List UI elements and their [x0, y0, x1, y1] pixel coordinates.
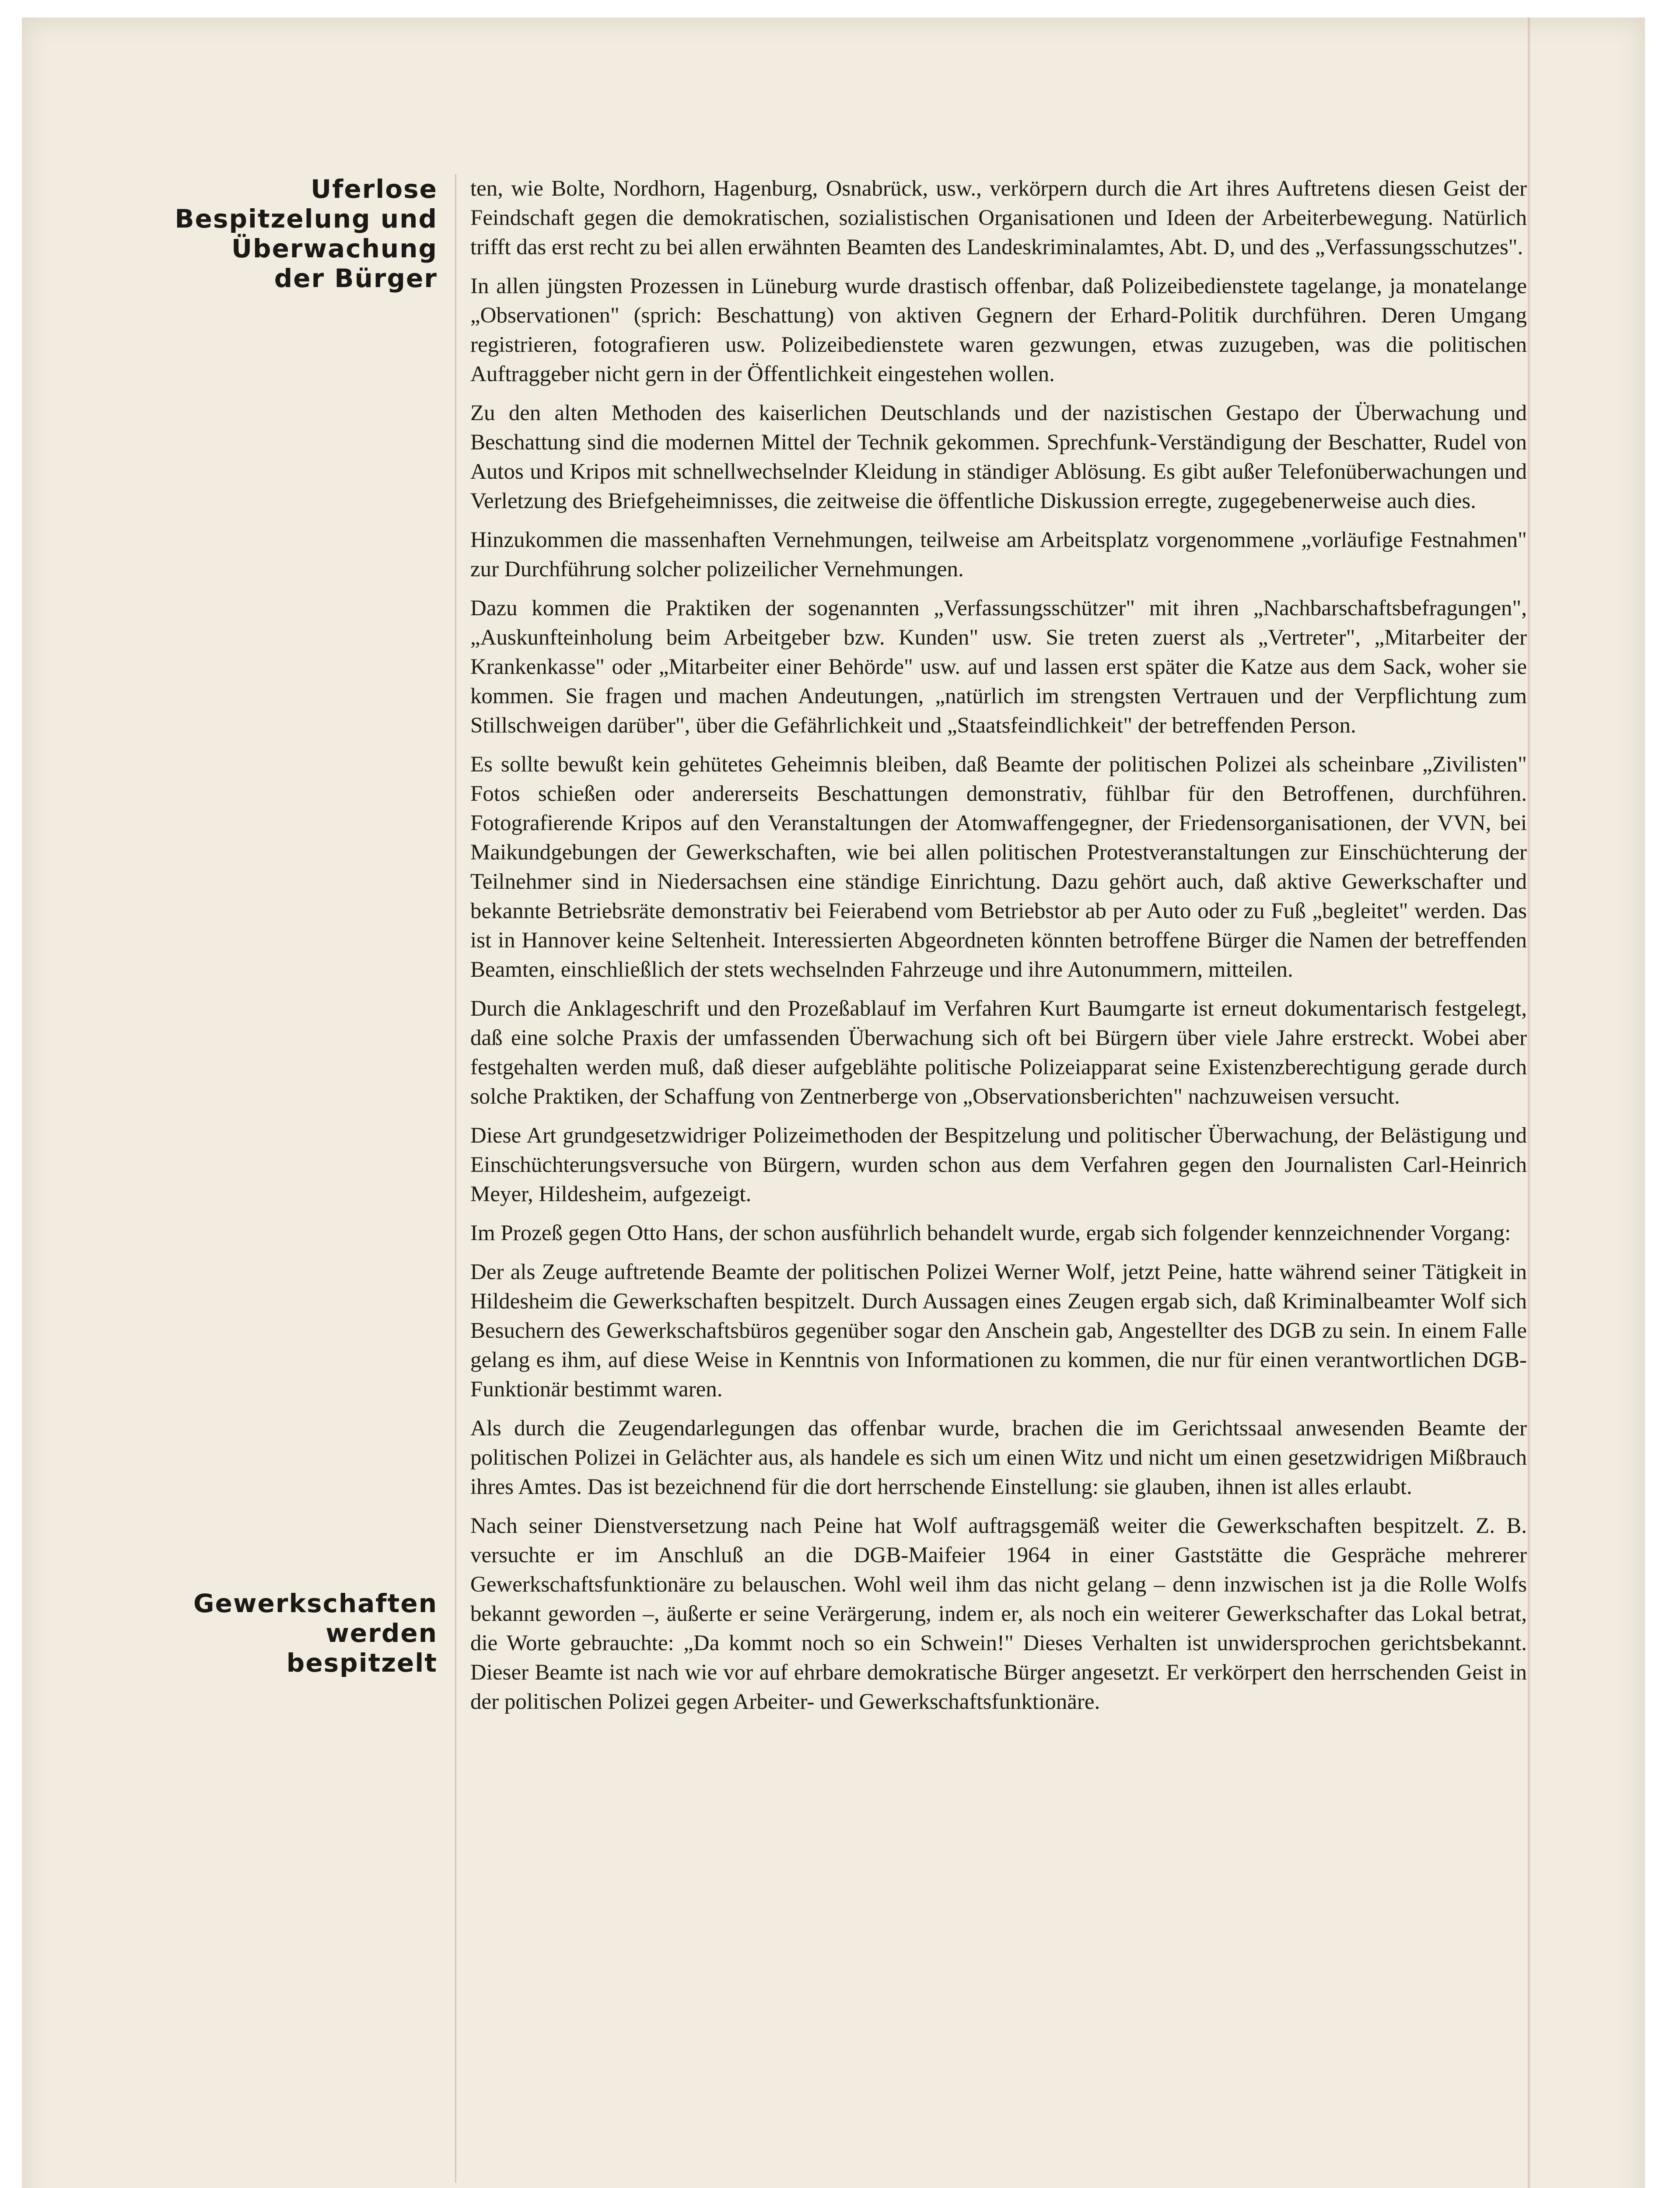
margin-rule: [455, 174, 456, 2183]
margin-heading-line: Bespitzelung und: [175, 204, 438, 234]
body-paragraph: Es sollte bewußt kein gehütetes Geheimnis bleiben, daß Beamte der politischen Polizei als scheinbare „Zivilisten" Fotos schießen oder andererseits Beschattungen demonstrativ, fühlbar für den Betroffenen, durchführen. Fotografierende Kripos auf den Veranstaltungen der Atomwaffengegner, der Friedensorganisationen, der VVN, bei Maikundgebungen der Gewerkschaften, wie bei allen politischen Protestveranstaltungen zur Einschüchterung der Teilnehmer sind in Niedersachsen eine ständige Einrichtung. Dazu gehört auch, daß aktive Gewerkschafter und bekannte Betriebsräte demonstrativ bei Feierabend vom Betriebstor ab per Auto oder zu Fuß „begleitet" werden. Das ist in Hannover keine Seltenheit. Interessierten Abgeordneten könnten betroffene Bürger die Namen der betreffenden Beamten, einschließlich der stets wechselnden Fahrzeuge und ihre Autonummern, mitteilen.: [470, 752, 1527, 982]
body-paragraph: Der als Zeuge auftretende Beamte der politischen Polizei Werner Wolf, jetzt Peine, hatte während seiner Tätigkeit in Hildesheim die Gewerkschaften bespitzelt. Durch Aussagen eines Zeugen ergab sich, daß Kriminalbeamter Wolf sich Besuchern des Gewerkschaftsbüros gegenüber sogar den Anschein gab, Angestellter des DGB zu sein. In einem Falle gelang es ihm, auf diese Weise in Kenntnis von Informationen zu kommen, die nur für einen verantwortlichen DGB-Funktionär bestimmt waren.: [470, 1260, 1527, 1402]
body-paragraph: Nach seiner Dienstversetzung nach Peine hat Wolf auftragsgemäß weiter die Gewerkschaften bespitzelt. Z. B. versuchte er im Anschluß an die DGB-Maifeier 1964 in einer Gaststätte die Gespräche mehrerer Gewerkschaftsfunktionäre zu belauschen. Wohl weil ihm das nicht gelang – denn inzwischen ist ja die Rolle Wolfs bekannt geworden –, äußerte er seine Verärgerung, indem er, als noch ein weiterer Gewerkschafter das Lokal betrat, die Worte gebrauchte: „Da kommt noch so ein Schwein!" Dieses Verhalten ist unwidersprochen gerichtsbekannt. Dieser Beamte ist nach wie vor auf ehrbare demokratische Bürger angesetzt. Er verkörpert den herrschenden Geist in der politischen Polizei gegen Arbeiter- und Gewerkschaftsfunktionäre.: [470, 1514, 1527, 1714]
body-paragraph: In allen jüngsten Prozessen in Lüneburg wurde drastisch offenbar, daß Polizeibedienstete tagelange, ja monatelange „Observationen" (sprich: Beschattung) von aktiven Gegnern der Erhard-Politik durchführen. Deren Umgang registrieren, fotografieren usw. Polizeibedienstete waren gezwungen, etwas zuzugeben, was die politischen Auftraggeber nicht gern in der Öffentlichkeit eingestehen wollen.: [470, 274, 1527, 386]
margin-heading-line: der Bürger: [274, 263, 438, 293]
body-paragraph: Hinzukommen die massenhaften Vernehmungen, teilweise am Arbeitsplatz vorgenommene „vorläufige Festnahmen" zur Durchführung solcher polizeilicher Vernehmungen.: [470, 528, 1527, 582]
margin-heading-line: bespitzelt: [286, 1648, 438, 1678]
margin-heading-unions: [96, 1588, 438, 1678]
body-paragraph: Im Prozeß gegen Otto Hans, der schon ausführlich behandelt wurde, ergab sich folgender kennzeichnender Vorgang:: [470, 1221, 1511, 1245]
body-paragraph: Zu den alten Methoden des kaiserlichen Deutschlands und der nazistischen Gestapo der Überwachung und Beschattung sind die modernen Mittel der Technik gekommen. Sprechfunk-Verständigung der Beschatter, Rudel von Autos und Kripos mit schnellwechselnder Kleidung in ständiger Ablösung. Es gibt außer Telefonüberwachungen und Verletzung des Briefgeheimnisses, die zeitweise die öffentliche Diskussion erregte, zugegebenerweise auch dies.: [470, 401, 1527, 513]
body-paragraph: ten, wie Bolte, Nordhorn, Hagenburg, Osnabrück, usw., verkörpern durch die Art ihres Auftretens diesen Geist der Feindschaft gegen die demokratischen, sozialistischen Organisationen und Ideen der Arbeiterbewegung. Natürlich trifft das erst recht zu bei allen erwähnten Beamten des Landeskriminalamtes, Abt. D, und des „Verfassungsschutzes".: [470, 176, 1527, 259]
margin-heading-surveillance: [96, 174, 438, 293]
margin-heading-line: werden: [326, 1618, 438, 1648]
body-paragraph: Als durch die Zeugendarlegungen das offenbar wurde, brachen die im Gerichtssaal anwesenden Beamte der politischen Polizei in Gelächter aus, als handele es sich um einen Witz und nicht um einen gesetzwidrigen Mißbrauch ihres Amtes. Das ist bezeichnend für die dort herrschende Einstellung: sie glauben, ihnen ist alles erlaubt.: [470, 1416, 1527, 1499]
body-paragraph: Diese Art grundgesetzwidriger Polizeimethoden der Bespitzelung und politischer Überwachung, der Belästigung und Einschüchterungsversuche von Bürgern, wurden schon aus dem Verfahren gegen den Journalisten Carl-Heinrich Meyer, Hildesheim, aufgezeigt.: [470, 1123, 1527, 1206]
page-fold-line: [1528, 18, 1530, 2188]
margin-heading-line: Uferlose: [311, 174, 438, 204]
margin-heading-line: Überwachung: [231, 234, 438, 263]
body-paragraph: Durch die Anklageschrift und den Prozeßablauf im Verfahren Kurt Baumgarte ist erneut dokumentarisch festgelegt, daß eine solche Praxis der umfassenden Überwachung sich oft bei Bürgern über viele Jahre erstreckt. Wobei aber festgehalten werden muß, daß dieser aufgeblähte politische Polizeiapparat seine Existenzberechtigung gerade durch solche Praktiken, der Schaffung von Zentnerberge von „Observationsberichten" nachzuweisen versucht.: [470, 996, 1527, 1109]
margin-heading-line: Gewerkschaften: [193, 1588, 438, 1618]
body-text-column: [470, 174, 1527, 1726]
body-paragraph: Dazu kommen die Praktiken der sogenannten „Verfassungsschützer" mit ihren „Nachbarschaftsbefragungen", „Auskunfteinholung beim Arbeitgeber bzw. Kunden" usw. Sie treten zuerst als „Vertreter", „Mitarbeiter der Krankenkasse" oder „Mitarbeiter einer Behörde" usw. auf und lassen erst später die Katze aus dem Sack, woher sie kommen. Sie fragen und machen Andeutungen, „natürlich im strengsten Vertrauen und der Verpflichtung zum Stillschweigen darüber", über die Gefährlichkeit und „Staatsfeindlichkeit" der betreffenden Person.: [470, 596, 1527, 738]
